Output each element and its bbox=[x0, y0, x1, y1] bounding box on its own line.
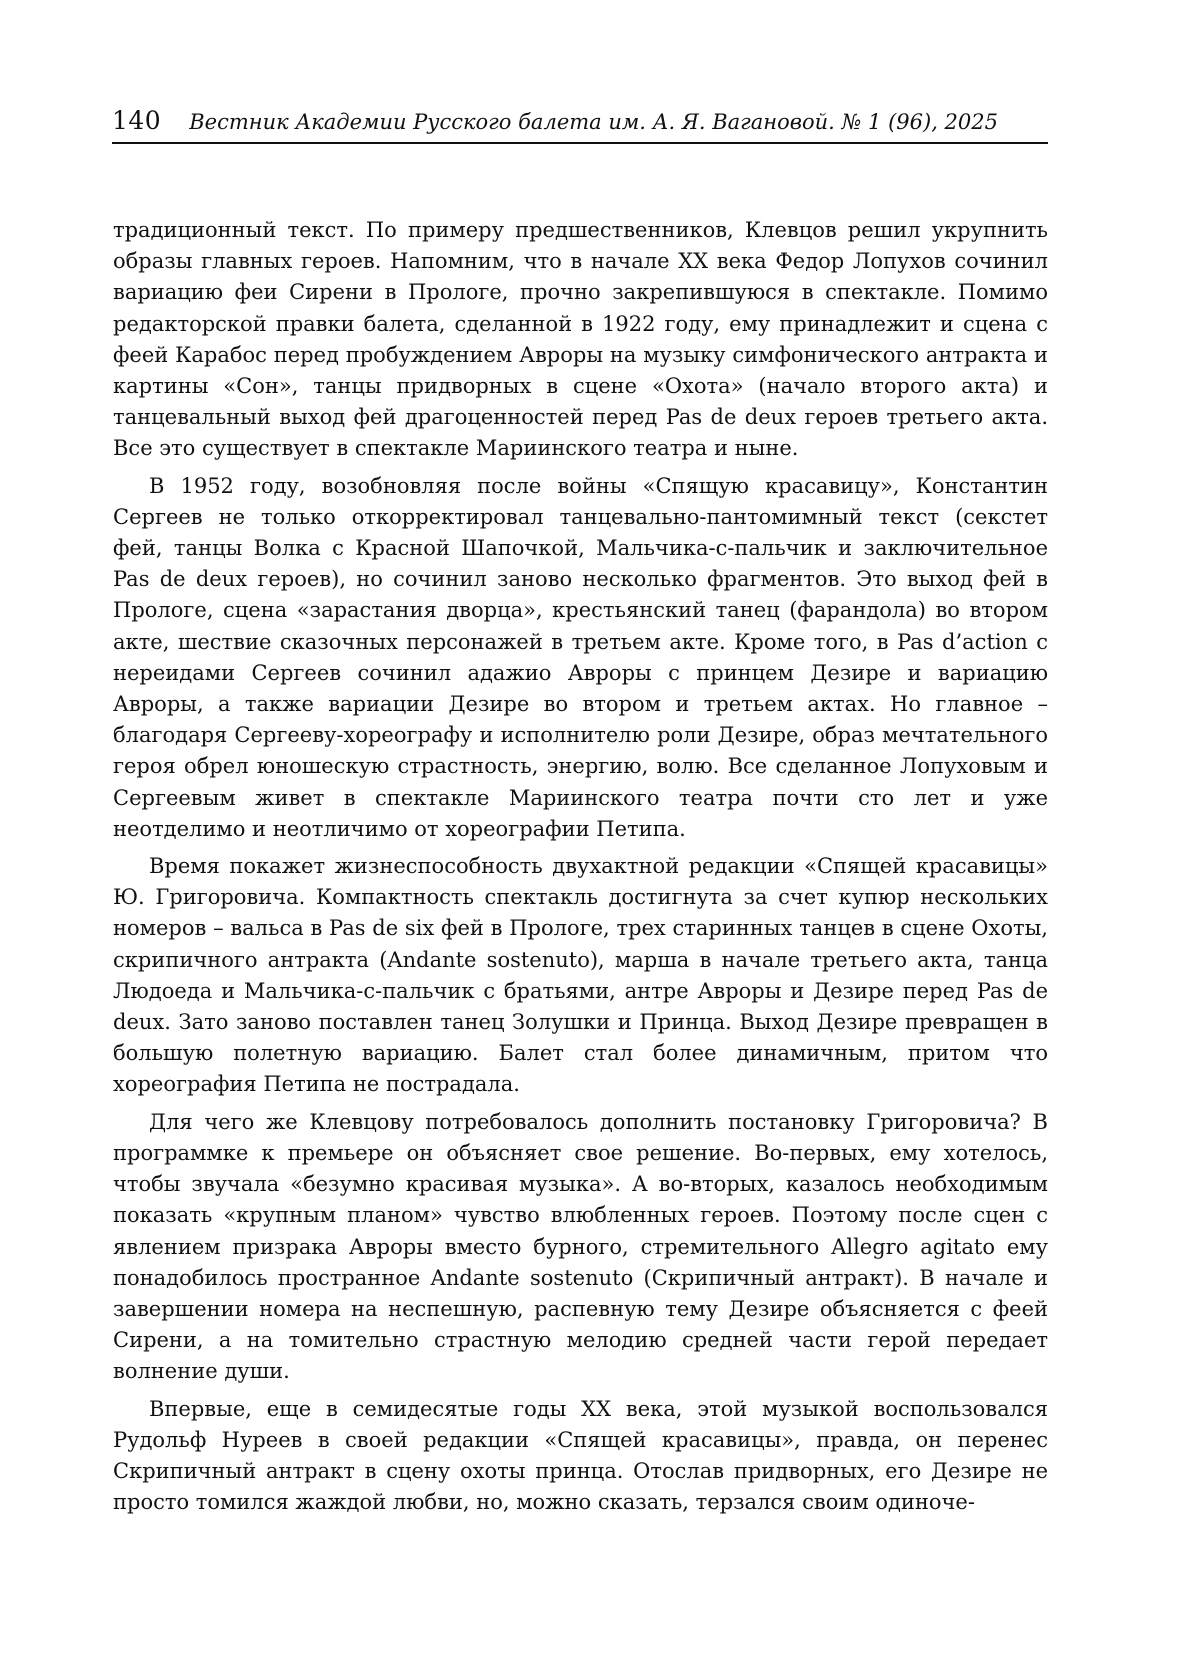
running-head bbox=[112, 106, 1048, 144]
journal-title: Вестник Академии Русского балета им. А. Я. Вагановой. № 1 (96), 2025 bbox=[189, 110, 998, 134]
paragraph-3: Время покажет жизнеспособность двухактной редакции «Спящей красавицы» Ю. Григоровича. Компактность спектакль достигнута за счет купюр нескольких номеров – вальса в Pas de six фей в Прологе, трех старинных танцев в сцене Охоты, скрипичного антракта (Andante sostenuto), марша в начале третьего акта, танца Людоеда и Мальчика-с-пальчик с братьями, антре Авроры и Дезире перед Pas de deux. Зато заново поставлен танец Золушки и Принца. Выход Дезире превращен в большую полетную вариацию. Балет стал более динамичным, притом что хореография Петипа не пострадала. bbox=[113, 854, 1048, 1097]
page-number: 140 bbox=[112, 106, 162, 135]
paragraph-1: традиционный текст. По примеру предшественников, Клевцов решил укрупнить образы главных героев. Напомним, что в начале XX века Федор Лопухов сочинил вариацию феи Сирени в Прологе, прочно закрепившуюся в спектакле. Помимо редакторской правки балета, сделанной в 1922 году, ему принадлежит и сцена с феей Карабос перед пробуждением Авроры на музыку симфонического антракта и картины «Сон», танцы придворных в сцене «Охота» (начало второго акта) и танцевальный выход фей драгоценностей перед Pas de deux героев третьего акта. Все это существует в спектакле Мариинского театра и ныне. bbox=[113, 218, 1048, 461]
paragraph-2: В 1952 году, возобновляя после войны «Спящую красавицу», Константин Сергеев не только откорректировал танцевально-пантомимный текст (секстет фей, танцы Волка с Красной Шапочкой, Мальчика-с-пальчик и заключительное Pas de deux героев), но сочинил заново несколько фрагментов. Это выход фей в Прологе, сцена «зарастания дворца», крестьянский танец (фарандола) во втором акте, шествие сказочных персонажей в третьем акте. Кроме того, в Pas d’action с нереидами Сергеев сочинил адажио Авроры с принцем Дезире и вариацию Авроры, а также вариации Дезире во втором и третьем актах. Но главное – благодаря Сергееву-хореографу и исполнителю роли Дезире, образ мечтательного героя обрел юношескую страстность, энергию, волю. Все сделанное Лопуховым и Сергеевым живет в спектакле Мариинского театра почти сто лет и уже неотделимо и неотличимо от хореографии Петипа. bbox=[113, 473, 1048, 841]
paragraph-4: Для чего же Клевцову потребовалось дополнить постановку Григоровича? В программке к премьере он объясняет свое решение. Во-первых, ему хотелось, чтобы звучала «безумно красивая музыка». А во-вторых, казалось необходимым показать «крупным планом» чувство влюбленных героев. Поэтому после сцен с явлением призрака Авроры вместо бурного, стремительного Allegro agitato ему понадобилось пространное Andante sostenuto (Скрипичный антракт). В начале и завершении номера на неспешную, распевную тему Дезире объясняется с феей Сирени, а на томительно страстную мелодию средней части герой передает волнение души. bbox=[113, 1109, 1048, 1384]
article-body bbox=[113, 215, 1048, 1524]
paragraph-5: Впервые, еще в семидесятые годы XX века, этой музыкой воспользовался Рудольф Нуреев в своей редакции «Спящей красавицы», правда, он перенес Скрипичный антракт в сцену охоты принца. Отослав придворных, его Дезире не просто томился жаждой любви, но, можно сказать, терзался своим одиноче- bbox=[113, 1396, 1048, 1515]
